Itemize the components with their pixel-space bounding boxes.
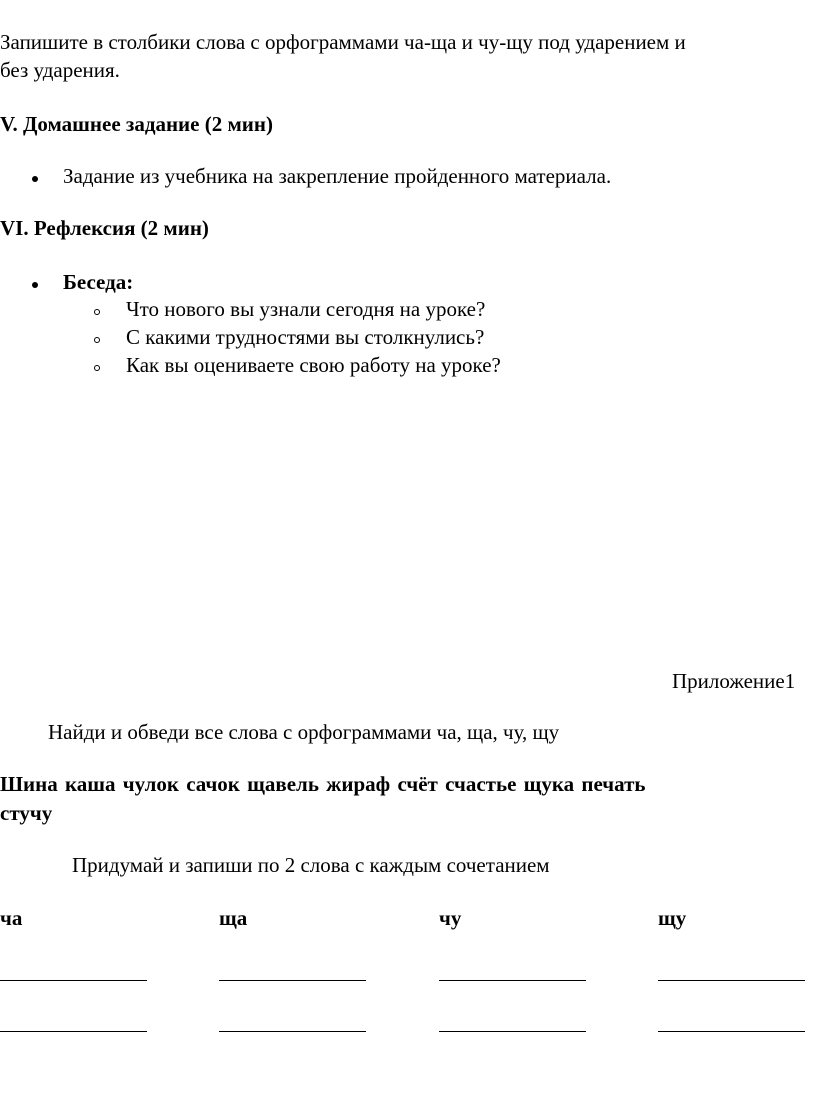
word-list-line-1: Шина каша чулок сачок щавель жираф счёт счастье щука печать bbox=[0, 772, 646, 796]
conversation-label: Беседа: bbox=[63, 270, 134, 294]
section-6-heading: VI. Рефлексия (2 мин) bbox=[0, 216, 209, 240]
appendix-label: Приложение1 bbox=[672, 669, 796, 693]
column-header: щу bbox=[658, 906, 687, 930]
task-find-words: Найди и обведи все слова с орфограммами ча, ща, чу, щу bbox=[48, 720, 560, 744]
bullet-circle-icon bbox=[94, 337, 100, 343]
task-write-words: Придумай и запиши по 2 слова с каждым сочетанием bbox=[72, 853, 550, 877]
section-5-heading: V. Домашнее задание (2 мин) bbox=[0, 112, 273, 136]
column-header: ща bbox=[219, 906, 248, 930]
answer-blank-line bbox=[219, 980, 366, 981]
answer-blank-line bbox=[658, 980, 805, 981]
answer-blank-line bbox=[658, 1031, 805, 1032]
bullet-circle-icon bbox=[94, 365, 100, 371]
bullet-dot-icon bbox=[32, 176, 38, 182]
question-item: Как вы оцениваете свою работу на уроке? bbox=[126, 353, 501, 377]
answer-blank-line bbox=[0, 980, 147, 981]
question-item: Что нового вы узнали сегодня на уроке? bbox=[126, 297, 486, 321]
homework-item: Задание из учебника на закрепление пройденного материала. bbox=[63, 164, 612, 188]
column-header: ча bbox=[0, 906, 23, 930]
answer-blank-line bbox=[439, 1031, 586, 1032]
intro-line-2: без ударения. bbox=[0, 58, 120, 82]
column-header: чу bbox=[439, 906, 462, 930]
answer-blank-line bbox=[219, 1031, 366, 1032]
bullet-dot-icon bbox=[32, 282, 38, 288]
question-item: С какими трудностями вы столкнулись? bbox=[126, 325, 485, 349]
answer-blank-line bbox=[0, 1031, 147, 1032]
intro-line-1: Запишите в столбики слова с орфограммами ча-ща и чу-щу под ударением и bbox=[0, 30, 686, 54]
word-list-line-2: стучу bbox=[0, 801, 53, 825]
bullet-circle-icon bbox=[94, 309, 100, 315]
answer-blank-line bbox=[439, 980, 586, 981]
